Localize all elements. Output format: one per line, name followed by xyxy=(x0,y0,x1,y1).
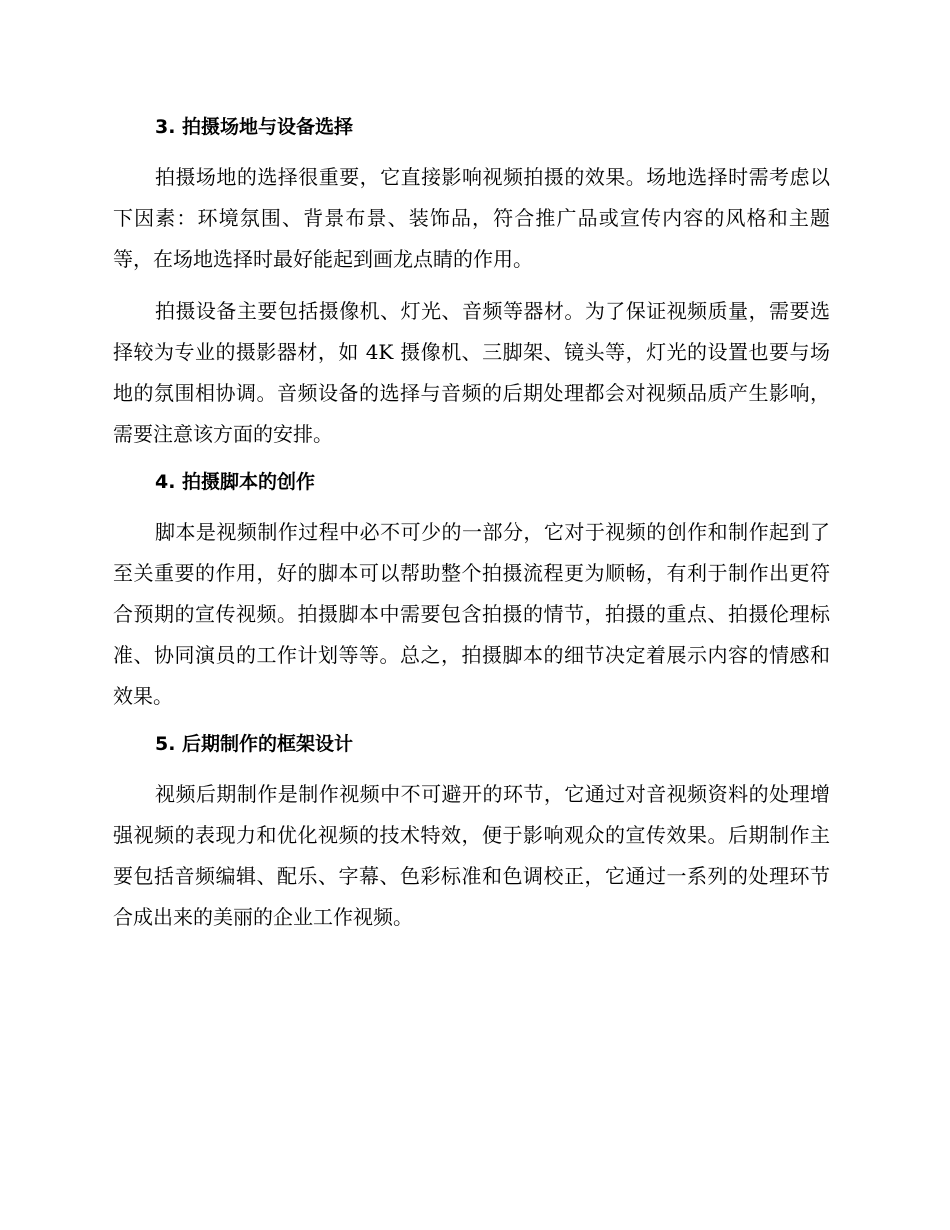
paragraph: 拍摄设备主要包括摄像机、灯光、音频等器材。为了保证视频质量，需要选择较为专业的摄影器材，如 4K 摄像机、三脚架、镜头等，灯光的设置也要与场地的氛围相协调。音频设备的选择与音频的后期处理都会对视频品质产生影响，需要注意该方面的安排。 xyxy=(113,299,830,446)
section-3 xyxy=(113,108,830,455)
section-heading: 4. 拍摄脚本的创作 xyxy=(155,471,316,493)
section-4 xyxy=(113,463,830,717)
paragraph: 视频后期制作是制作视频中不可避开的环节，它通过对音视频资料的处理增强视频的表现力和优化视频的技术特效，便于影响观众的宣传效果。后期制作主要包括音频编辑、配乐、字幕、色彩标准和色调校正，它通过一系列的处理环节合成出来的美丽的企业工作视频。 xyxy=(113,782,830,929)
paragraph: 拍摄场地的选择很重要，它直接影响视频拍摄的效果。场地选择时需考虑以下因素：环境氛围、背景布景、装饰品，符合推广品或宣传内容的风格和主题等，在场地选择时最好能起到画龙点睛的作用。 xyxy=(113,165,830,271)
section-5 xyxy=(113,725,830,938)
section-heading: 5. 后期制作的框架设计 xyxy=(155,733,354,755)
document-body xyxy=(113,108,830,946)
paragraph: 脚本是视频制作过程中必不可少的一部分，它对于视频的创作和制作起到了至关重要的作用，好的脚本可以帮助整个拍摄流程更为顺畅，有利于制作出更符合预期的宣传视频。拍摄脚本中需要包含拍摄的情节，拍摄的重点、拍摄伦理标准、协同演员的工作计划等等。总之，拍摄脚本的细节决定着展示内容的情感和效果。 xyxy=(113,520,830,708)
section-heading: 3. 拍摄场地与设备选择 xyxy=(155,116,354,138)
